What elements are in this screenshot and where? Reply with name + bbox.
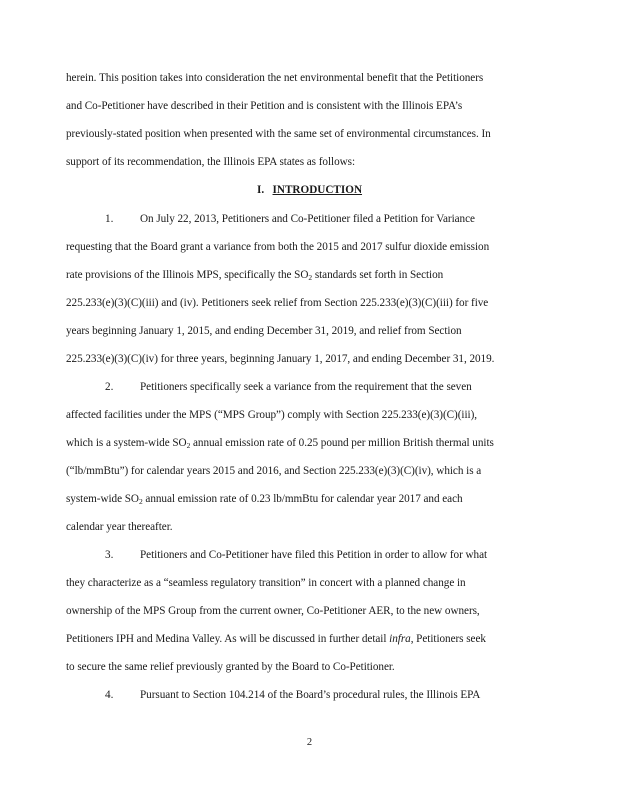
paragraph-3-line-3: ownership of the MPS Group from the current owner, Co-Petitioner AER, to the new owners, [66, 605, 480, 617]
paragraph-3-line-2: they characterize as a “seamless regulatory transition” in concert with a planned change in [66, 577, 466, 589]
paragraph-2-line-2: affected facilities under the MPS (“MPS Group”) comply with Section 225.233(e)(3)(C)(iii), [66, 409, 478, 421]
page-number: 2 [306, 737, 313, 748]
paragraph-3-line-4: Petitioners IPH and Medina Valley. As will be discussed in further detail infra, Petitioners seek [66, 633, 486, 645]
paragraph-1-line-6: 225.233(e)(3)(C)(iv) for three years, beginning January 1, 2017, and ending December 31, 2019. [66, 353, 495, 365]
paragraph-2-number: 2. [105, 381, 114, 393]
paragraph-3-line-5: to secure the same relief previously granted by the Board to Co-Petitioner. [66, 661, 395, 673]
section-title: INTRODUCTION [272, 184, 363, 196]
intro-line-2: and Co-Petitioner have described in their Petition and is consistent with the Illinois EPA’s [66, 100, 463, 112]
paragraph-2-line-5: system-wide $SO_2$ annual emission rate of 0.23 lb/mmBtu for calendar year 2017 and each [66, 493, 463, 506]
paragraph-1-line-3: rate provisions of the Illinois MPS, specifically the $SO_2$ standards set forth in Section [66, 269, 444, 282]
paragraph-2-line-3: which is a system-wide $SO_2$ annual emission rate of 0.25 pound per million British thermal units [66, 437, 494, 450]
intro-line-1: herein. This position takes into consideration the net environmental benefit that the Petitioners [66, 72, 484, 84]
intro-line-4: support of its recommendation, the Illinois EPA states as follows: [66, 156, 355, 168]
paragraph-3-line-1: Petitioners and Co-Petitioner have filed this Petition in order to allow for what [140, 549, 488, 561]
paragraph-1-line-1: On July 22, 2013, Petitioners and Co-Petitioner filed a Petition for Variance [140, 213, 475, 225]
intro-line-3: previously-stated position when presented with the same set of environmental circumstances. In [66, 128, 491, 140]
paragraph-2-line-6: calendar year thereafter. [66, 521, 173, 533]
paragraph-1-number: 1. [105, 213, 114, 225]
paragraph-3-number: 3. [105, 549, 114, 561]
section-number: I. [256, 184, 265, 196]
paragraph-1-line-4: 225.233(e)(3)(C)(iii) and (iv). Petitioners seek relief from Section 225.233(e)(3)(C)(iii) for five [66, 297, 489, 309]
paragraph-4-number: 4. [105, 689, 114, 701]
paragraph-2-line-4: (“lb/mmBtu”) for calendar years 2015 and 2016, and Section 225.233(e)(3)(C)(iv), which is a [66, 465, 482, 477]
paragraph-1-line-2: requesting that the Board grant a variance from both the 2015 and 2017 sulfur dioxide emission [66, 241, 490, 253]
paragraph-1-line-5: years beginning January 1, 2015, and ending December 31, 2019, and relief from Section [66, 325, 462, 337]
paragraph-4-line-1: Pursuant to Section 104.214 of the Board’s procedural rules, the Illinois EPA [140, 689, 481, 701]
paragraph-2-line-1: Petitioners specifically seek a variance from the requirement that the seven [140, 381, 472, 393]
section-heading [0, 184, 619, 196]
